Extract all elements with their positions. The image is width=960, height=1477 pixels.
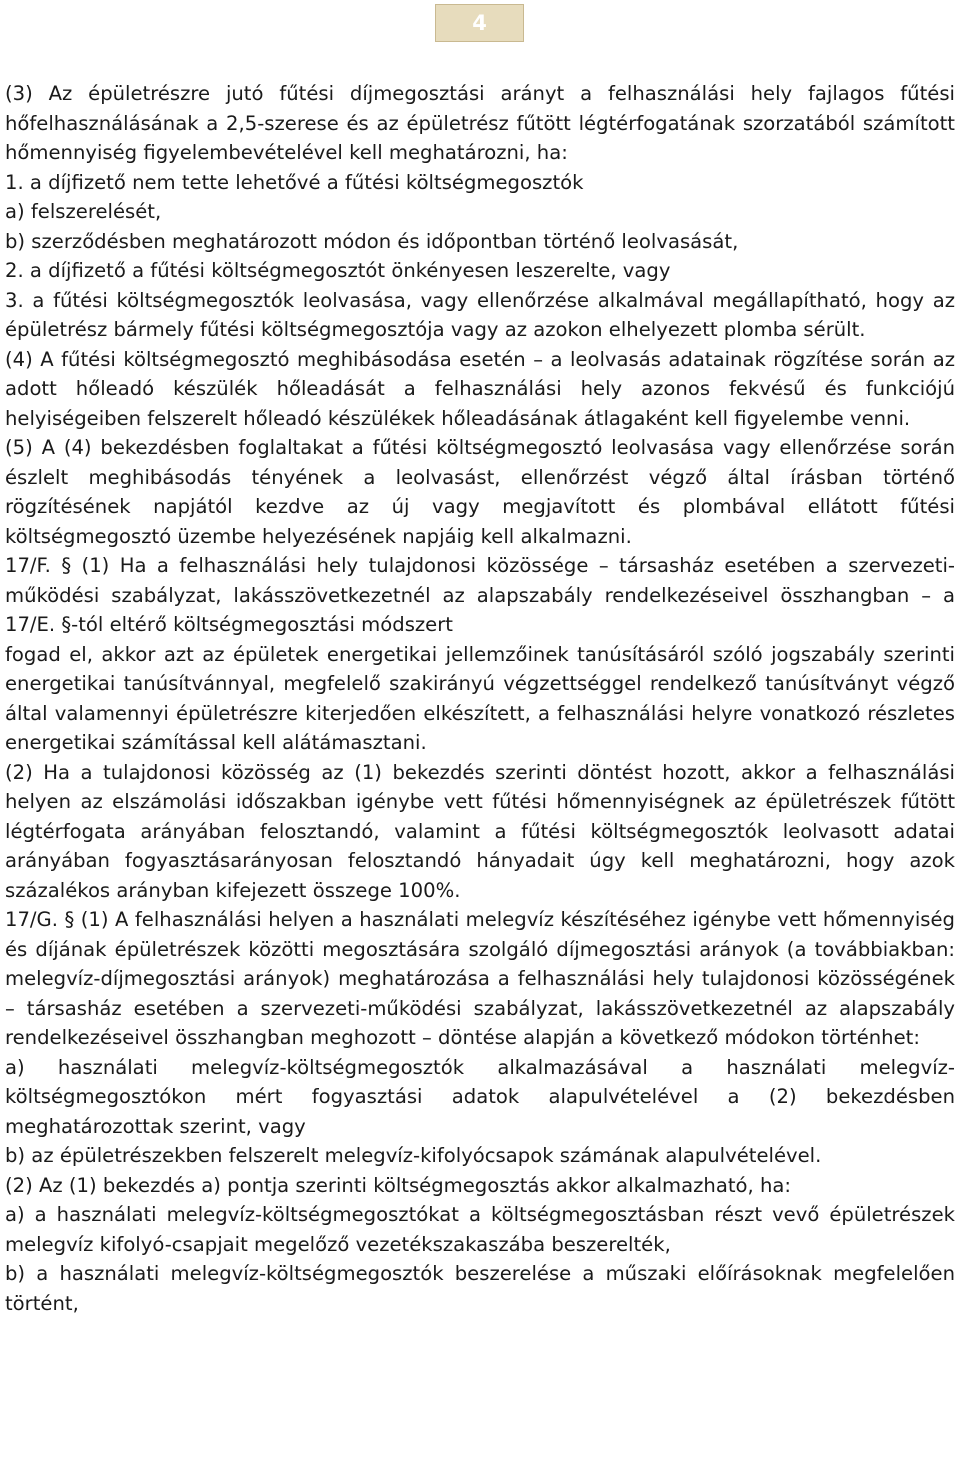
list-item-a: a) használati melegvíz-költségmegosztók alkalmazásával a használati melegvíz-költségmegosztókon mért fogyasztási adatok alapulvételével a (2) bekezdésben meghatározottak szerint, vagy [5, 1055, 955, 1138]
section-17f-paragraph-2: (2) Ha a tulajdonosi közösség az (1) bekezdés szerinti döntést hozott, akkor a felhasználási helyen az elszámolási időszakban igénybe vett fűtési hőmennyiségnek az épületrészek fűtött légtérfogata arányában felosztandó, valamint a fűtési költségmegosztók leolvasott adatai arányában fogyasztásarányosan felosztandó hányadait úgy kell meghatározni, hogy azok százalékos arányban kifejezett összege 100%. [5, 760, 955, 902]
list-item-1a: a) felszerelését, [5, 200, 162, 223]
section-17g-paragraph-1: 17/G. § (1) A felhasználási helyen a használati melegvíz készítéséhez igénybe vett hőmennyiség és díjának épületrészek közötti megosztására szolgáló díjmegosztási arányok (a továbbiakban: melegvíz-díjmegosztási arányok) meghatározása a felhasználási hely tulajdonosi közösségének – társasház esetében a szervezeti-működési szabályzat, lakásszövetkezetnél az alapszabály rendelkezéseivel összhangban meghozott – döntése alapján a következő módokon történhet: [5, 908, 955, 1049]
list-item-2a: a) a használati melegvíz-költségmegosztókat a költségmegosztásban részt vevő épületrészek melegvíz kifolyó-csapjait megelőző vezetékszakaszába beszerelték, [5, 1203, 955, 1256]
page-number-badge: 4 [435, 4, 524, 42]
section-17f-paragraph-1: 17/F. § (1) Ha a felhasználási hely tulajdonosi közössége – társasház esetében a szervezeti-működési szabályzat, lakásszövetkezetnél az alapszabály rendelkezéseivel összhangban – a 17/E. §-tól eltérő költségmegosztási módszert [5, 554, 955, 636]
list-item-b: b) az épületrészekben felszerelt melegvíz-kifolyócsapok számának alapulvételével. [5, 1144, 822, 1167]
list-item-1b: b) szerződésben meghatározott módon és időpontban történő leolvasását, [5, 229, 739, 253]
list-item-2: 2. a díjfizető a fűtési költségmegosztót önkényesen leszerelte, vagy [5, 259, 671, 282]
paragraph-3: (3) Az épületrészre jutó fűtési díjmegosztási arányt a felhasználási hely fajlagos fűtési hőfelhasználásának a 2,5-szerese és az épületrész fűtött légtérfogatának szorzatából számított hőmennyiség figyelembevételével kell meghatározni, ha: [5, 82, 955, 164]
paragraph-5: (5) A (4) bekezdésben foglaltakat a fűtési költségmegosztó leolvasása vagy ellenőrzése során észlelt meghibásodás tényének a leolvasást, ellenőrzést végző által írásban történő rögzítésének napjától kezdve az új vagy megjavított és plombával ellátott fűtési költségmegosztó üzembe helyezésének napjáig kell alkalmazni. [5, 436, 955, 548]
document-body [5, 79, 955, 1318]
paragraph-4: (4) A fűtési költségmegosztó meghibásodása esetén – a leolvasás adatainak rögzítése során az adott hőleadó készülék hőleadását a felhasználási hely azonos fekvésű és funkciójú helyiségeiben felszerelt hőleadó készülékek hőleadásának átlagaként kell figyelembe venni. [5, 347, 955, 430]
section-17f-paragraph-1-continued: fogad el, akkor azt az épületek energetikai jellemzőinek tanúsításáról szóló jogszabály szerinti energetikai tanúsítvánnyal, megfelelő szakirányú végzettséggel rendelkező tanúsítványt végző által valamennyi épületrészre kiterjedően elkészített, a felhasználási helyre vonatkozó részletes energetikai számítással kell alátámasztani. [5, 642, 955, 754]
list-item-3: 3. a fűtési költségmegosztók leolvasása, vagy ellenőrzése alkalmával megállapítható, hogy az épületrész bármely fűtési költségmegosztója vagy az azokon elhelyezett plomba sérült. [5, 288, 955, 341]
section-17g-paragraph-2: (2) Az (1) bekezdés a) pontja szerinti költségmegosztás akkor alkalmazható, ha: [5, 1173, 791, 1197]
list-item-2b: b) a használati melegvíz-költségmegosztók beszerelése a műszaki előírásoknak megfelelően történt, [5, 1262, 955, 1315]
list-item-1: 1. a díjfizető nem tette lehetővé a fűtési költségmegosztók [5, 170, 584, 194]
